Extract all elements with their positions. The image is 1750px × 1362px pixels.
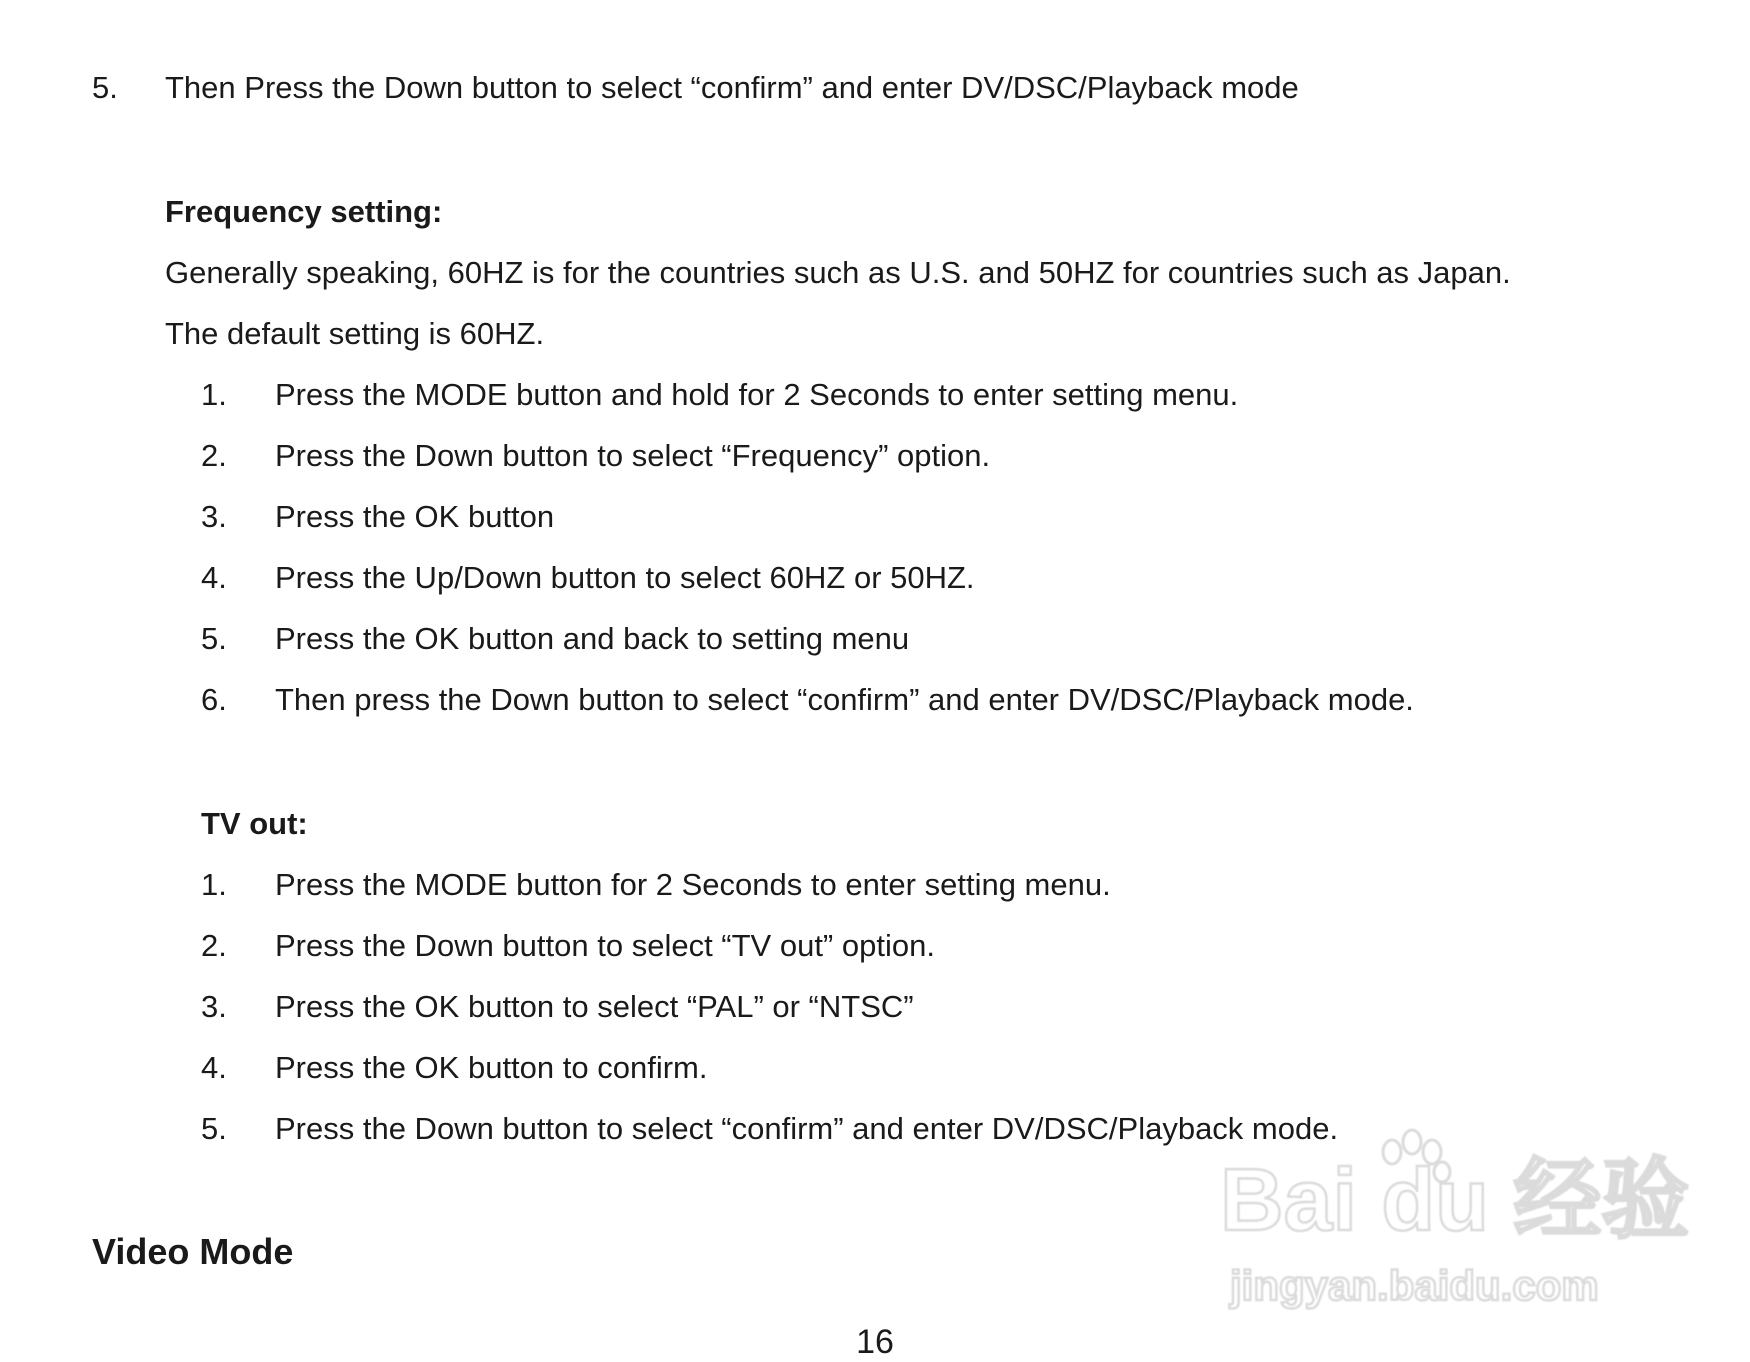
tv-out-step-text: Press the MODE button for 2 Seconds to enter setting menu.	[275, 867, 1111, 902]
tv-out-step-text: Press the OK button to confirm.	[275, 1050, 708, 1085]
frequency-step-text: Press the Down button to select “Frequency” option.	[275, 438, 991, 473]
frequency-heading: Frequency setting:	[165, 194, 443, 229]
tv-out-step-number: 1.	[201, 867, 227, 902]
frequency-step-text: Press the Up/Down button to select 60HZ or 50HZ.	[275, 560, 975, 595]
frequency-step-number: 1.	[201, 377, 227, 412]
frequency-step-number: 2.	[201, 438, 227, 473]
frequency-step-number: 3.	[201, 499, 227, 534]
tv-out-step-number: 5.	[201, 1111, 227, 1146]
watermark-brand: Bai du 经验	[1220, 1150, 1690, 1249]
frequency-step-text: Press the MODE button and hold for 2 Seconds to enter setting menu.	[275, 377, 1239, 412]
intro-step-number: 5.	[92, 70, 118, 105]
tv-out-step-number: 2.	[201, 928, 227, 963]
page-number: 16	[856, 1323, 894, 1361]
tv-out-step-text: Press the OK button to select “PAL” or “NTSC”	[275, 989, 914, 1024]
frequency-step-text: Press the OK button	[275, 499, 555, 534]
frequency-step-text: Press the OK button and back to setting menu	[275, 621, 910, 656]
frequency-step-text: Then press the Down button to select “confirm” and enter DV/DSC/Playback mode.	[275, 682, 1414, 717]
frequency-step-number: 4.	[201, 560, 227, 595]
baidu-watermark	[1220, 1120, 1690, 1320]
tv-out-heading: TV out:	[201, 806, 308, 841]
intro-step-text: Then Press the Down button to select “confirm” and enter DV/DSC/Playback mode	[165, 70, 1299, 105]
video-mode-heading: Video Mode	[92, 1231, 294, 1272]
frequency-default: The default setting is 60HZ.	[165, 316, 545, 351]
frequency-step-number: 6.	[201, 682, 227, 717]
tv-out-step-number: 3.	[201, 989, 227, 1024]
frequency-step-number: 5.	[201, 621, 227, 656]
tv-out-step-text: Press the Down button to select “confirm” and enter DV/DSC/Playback mode.	[275, 1111, 1339, 1146]
tv-out-step-text: Press the Down button to select “TV out” option.	[275, 928, 935, 963]
frequency-paragraph: Generally speaking, 60HZ is for the countries such as U.S. and 50HZ for countries such as Japan.	[165, 255, 1511, 290]
watermark-url: jingyan.baidu.com	[1230, 1262, 1599, 1309]
tv-out-step-number: 4.	[201, 1050, 227, 1085]
